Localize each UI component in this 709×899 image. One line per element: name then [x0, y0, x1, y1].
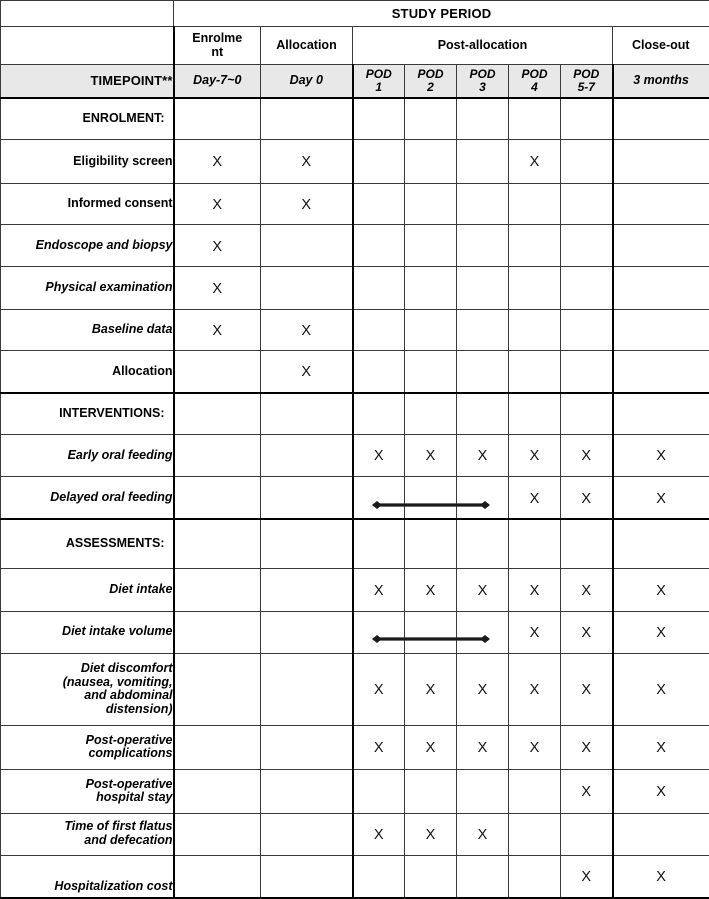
x-mark: X: [373, 582, 384, 599]
x-mark: X: [529, 448, 540, 465]
schedule-cell-empty: [561, 225, 613, 267]
schedule-cell-empty: [509, 183, 561, 224]
column-group-header: Close-out: [613, 27, 709, 64]
schedule-cell-empty: [353, 183, 405, 224]
schedule-cell-empty: [353, 309, 405, 350]
schedule-cell-marked: [457, 813, 509, 855]
timepoint-row-label: TIMEPOINT**: [1, 64, 174, 98]
schedule-cell-empty: [457, 855, 509, 898]
row-label: Allocation: [1, 351, 174, 393]
x-mark: X: [212, 154, 223, 171]
row-label: Hospitalization cost: [1, 855, 174, 898]
schedule-cell-marked: [561, 770, 613, 813]
schedule-cell-empty: [261, 477, 353, 519]
schedule-cell-empty: [405, 855, 457, 898]
schedule-cell-empty: [457, 611, 509, 653]
schedule-cell-marked: [509, 477, 561, 519]
schedule-cell-empty: [613, 140, 709, 183]
row-label: Diet intake volume: [1, 611, 174, 653]
schedule-cell-marked: [561, 435, 613, 477]
schedule-cell-empty: [261, 98, 353, 139]
schedule-cell-marked: [174, 183, 261, 224]
x-mark: X: [477, 826, 488, 843]
schedule-cell-empty: [457, 770, 509, 813]
section-title-interventions: INTERVENTIONS:: [1, 393, 174, 434]
schedule-cell-marked: [405, 435, 457, 477]
schedule-cell-marked: [613, 654, 709, 726]
schedule-cell-empty: [405, 611, 457, 653]
schedule-cell-marked: [509, 569, 561, 611]
schedule-cell-empty: [261, 654, 353, 726]
schedule-cell-empty: [613, 183, 709, 224]
schedule-cell-marked: [261, 140, 353, 183]
schedule-cell-marked: [457, 725, 509, 769]
schedule-cell-empty: [174, 654, 261, 726]
row-label: Diet intake: [1, 569, 174, 611]
schedule-cell-empty: [261, 225, 353, 267]
schedule-cell-empty: [457, 519, 509, 568]
x-mark: X: [581, 625, 592, 642]
schedule-cell-marked: [405, 569, 457, 611]
schedule-cell-empty: [613, 351, 709, 393]
schedule-cell-empty: [405, 98, 457, 139]
schedule-cell-empty: [561, 813, 613, 855]
schedule-cell-empty: [509, 770, 561, 813]
x-mark: X: [529, 625, 540, 642]
schedule-cell-marked: [405, 725, 457, 769]
x-mark: X: [212, 322, 223, 339]
section-title-enrolment: ENROLMENT:: [1, 98, 174, 139]
row-label: Early oral feeding: [1, 435, 174, 477]
timepoint-header-5: POD 3: [457, 64, 509, 98]
x-mark: X: [656, 740, 666, 757]
x-mark: X: [656, 490, 666, 507]
timepoint-header-8: 3 months: [613, 64, 709, 98]
schedule-cell-empty: [174, 813, 261, 855]
x-mark: X: [581, 740, 592, 757]
schedule-cell-empty: [509, 351, 561, 393]
schedule-cell-empty: [405, 267, 457, 309]
schedule-cell-marked: [613, 725, 709, 769]
schedule-cell-marked: [457, 435, 509, 477]
schedule-cell-marked: [353, 569, 405, 611]
schedule-cell-empty: [457, 477, 509, 519]
schedule-cell-empty: [261, 393, 353, 434]
schedule-cell-marked: [261, 183, 353, 224]
schedule-cell-marked: [509, 611, 561, 653]
schedule-cell-marked: [353, 725, 405, 769]
schedule-cell-empty: [457, 309, 509, 350]
schedule-cell-empty: [457, 98, 509, 139]
schedule-cell-empty: [353, 855, 405, 898]
schedule-cell-empty: [405, 770, 457, 813]
schedule-cell-empty: [353, 393, 405, 434]
x-mark: X: [656, 869, 666, 886]
schedule-cell-empty: [353, 140, 405, 183]
schedule-cell-marked: [174, 225, 261, 267]
schedule-cell-marked: [561, 477, 613, 519]
schedule-cell-empty: [509, 813, 561, 855]
schedule-cell-empty: [405, 225, 457, 267]
schedule-cell-empty: [174, 611, 261, 653]
x-mark: X: [425, 582, 436, 599]
schedule-cell-empty: [353, 267, 405, 309]
schedule-cell-marked: [261, 351, 353, 393]
schedule-cell-empty: [261, 435, 353, 477]
schedule-cell-empty: [613, 225, 709, 267]
x-mark: X: [656, 625, 666, 642]
schedule-cell-empty: [509, 225, 561, 267]
schedule-cell-marked: [509, 725, 561, 769]
schedule-cell-empty: [174, 855, 261, 898]
schedule-cell-empty: [353, 225, 405, 267]
schedule-cell-marked: [353, 654, 405, 726]
x-mark: X: [477, 582, 488, 599]
schedule-cell-empty: [613, 98, 709, 139]
x-mark: X: [373, 740, 384, 757]
x-mark: X: [212, 196, 223, 213]
schedule-cell-marked: [353, 813, 405, 855]
row-label: Post-operative hospital stay: [1, 770, 174, 813]
schedule-cell-marked: [174, 267, 261, 309]
schedule-cell-marked: [353, 435, 405, 477]
schedule-cell-empty: [561, 98, 613, 139]
x-mark: X: [581, 582, 592, 599]
timepoint-header-2: Day 0: [261, 64, 353, 98]
x-mark: X: [581, 869, 592, 886]
x-mark: X: [425, 826, 436, 843]
row-label: Post-operative complications: [1, 725, 174, 769]
schedule-cell-empty: [174, 725, 261, 769]
schedule-cell-marked: [174, 309, 261, 350]
schedule-cell-empty: [261, 611, 353, 653]
schedule-cell-empty: [353, 98, 405, 139]
schedule-cell-empty: [509, 855, 561, 898]
x-mark: X: [212, 238, 223, 255]
schedule-cell-marked: [561, 725, 613, 769]
schedule-cell-marked: [509, 140, 561, 183]
x-mark: X: [656, 448, 666, 465]
schedule-cell-empty: [509, 309, 561, 350]
x-mark: X: [301, 154, 312, 171]
schedule-cell-empty: [561, 183, 613, 224]
schedule-cell-empty: [561, 267, 613, 309]
schedule-cell-marked: [405, 654, 457, 726]
schedule-cell-empty: [353, 770, 405, 813]
x-mark: X: [373, 448, 384, 465]
schedule-cell-empty: [174, 519, 261, 568]
x-mark: X: [529, 682, 540, 699]
schedule-cell-marked: [261, 309, 353, 350]
x-mark: X: [581, 784, 592, 801]
schedule-cell-empty: [457, 140, 509, 183]
schedule-cell-marked: [561, 611, 613, 653]
schedule-cell-empty: [561, 351, 613, 393]
x-mark: X: [373, 826, 384, 843]
schedule-cell-empty: [457, 183, 509, 224]
schedule-cell-empty: [457, 393, 509, 434]
row-label: Eligibility screen: [1, 140, 174, 183]
x-mark: X: [656, 784, 666, 801]
schedule-cell-marked: [613, 569, 709, 611]
x-mark: X: [581, 490, 592, 507]
schedule-cell-empty: [613, 519, 709, 568]
column-group-header: Post-allocation: [353, 27, 613, 64]
schedule-cell-marked: [457, 569, 509, 611]
schedule-cell-empty: [405, 393, 457, 434]
column-group-header: Allocation: [261, 27, 353, 64]
x-mark: X: [529, 154, 540, 171]
schedule-cell-empty: [174, 770, 261, 813]
schedule-cell-empty: [405, 351, 457, 393]
schedule-cell-marked: [405, 813, 457, 855]
schedule-cell-empty: [405, 140, 457, 183]
schedule-cell-empty: [353, 351, 405, 393]
schedule-cell-marked: [613, 435, 709, 477]
schedule-cell-marked: [561, 855, 613, 898]
schedule-cell-empty: [261, 569, 353, 611]
study-period-header: STUDY PERIOD: [174, 1, 709, 27]
schedule-cell-empty: [405, 477, 457, 519]
schedule-cell-empty: [509, 98, 561, 139]
x-mark: X: [301, 364, 312, 381]
schedule-cell-empty: [457, 351, 509, 393]
schedule-cell-marked: [509, 654, 561, 726]
header-group-blank: [1, 27, 174, 64]
x-mark: X: [301, 196, 312, 213]
schedule-cell-empty: [261, 725, 353, 769]
schedule-cell-empty: [174, 569, 261, 611]
timepoint-header-6: POD 4: [509, 64, 561, 98]
x-mark: X: [477, 740, 488, 757]
schedule-cell-empty: [261, 770, 353, 813]
schedule-cell-empty: [174, 477, 261, 519]
schedule-cell-empty: [261, 267, 353, 309]
schedule-cell-empty: [405, 519, 457, 568]
schedule-cell-marked: [613, 770, 709, 813]
schedule-cell-empty: [174, 98, 261, 139]
row-label: Physical examination: [1, 267, 174, 309]
schedule-cell-empty: [261, 813, 353, 855]
schedule-cell-empty: [457, 267, 509, 309]
x-mark: X: [529, 740, 540, 757]
schedule-cell-empty: [561, 393, 613, 434]
schedule-cell-empty: [509, 393, 561, 434]
schedule-cell-marked: [613, 477, 709, 519]
schedule-cell-empty: [613, 267, 709, 309]
x-mark: X: [477, 448, 488, 465]
x-mark: X: [212, 280, 223, 297]
row-label: Diet discomfort (nausea, vomiting, and abdominal distension): [1, 654, 174, 726]
section-title-assessments: ASSESSMENTS:: [1, 519, 174, 568]
x-mark: X: [529, 582, 540, 599]
schedule-cell-marked: [613, 611, 709, 653]
x-mark: X: [656, 682, 666, 699]
column-group-header: Enrolme nt: [174, 27, 261, 64]
row-label: Endoscope and biopsy: [1, 225, 174, 267]
x-mark: X: [425, 682, 436, 699]
schedule-cell-empty: [261, 855, 353, 898]
row-label: Delayed oral feeding: [1, 477, 174, 519]
schedule-cell-empty: [561, 140, 613, 183]
schedule-cell-marked: [174, 140, 261, 183]
timepoint-header-1: Day-7~0: [174, 64, 261, 98]
schedule-cell-empty: [405, 309, 457, 350]
timepoint-header-7: POD 5-7: [561, 64, 613, 98]
schedule-cell-empty: [174, 351, 261, 393]
schedule-cell-empty: [405, 183, 457, 224]
schedule-cell-marked: [509, 435, 561, 477]
schedule-cell-empty: [561, 309, 613, 350]
x-mark: X: [425, 448, 436, 465]
schedule-cell-empty: [509, 267, 561, 309]
x-mark: X: [529, 490, 540, 507]
row-label: Baseline data: [1, 309, 174, 350]
schedule-cell-empty: [561, 519, 613, 568]
timepoint-header-4: POD 2: [405, 64, 457, 98]
schedule-cell-marked: [457, 654, 509, 726]
schedule-cell-empty: [613, 309, 709, 350]
schedule-cell-empty: [174, 435, 261, 477]
x-mark: X: [581, 448, 592, 465]
row-label: Time of first flatus and defecation: [1, 813, 174, 855]
schedule-cell-empty: [174, 393, 261, 434]
x-mark: X: [656, 582, 666, 599]
schedule-cell-span-start: [353, 611, 405, 653]
row-label: Informed consent: [1, 183, 174, 224]
schedule-cell-empty: [353, 519, 405, 568]
schedule-cell-empty: [261, 519, 353, 568]
schedule-cell-empty: [613, 813, 709, 855]
schedule-cell-marked: [613, 855, 709, 898]
schedule-cell-span-start: [353, 477, 405, 519]
schedule-cell-marked: [561, 569, 613, 611]
schedule-cell-marked: [561, 654, 613, 726]
x-mark: X: [373, 682, 384, 699]
x-mark: X: [477, 682, 488, 699]
x-mark: X: [425, 740, 436, 757]
x-mark: X: [581, 682, 592, 699]
x-mark: X: [301, 322, 312, 339]
schedule-cell-empty: [613, 393, 709, 434]
schedule-cell-empty: [457, 225, 509, 267]
header-corner-blank: [1, 1, 174, 27]
schedule-cell-empty: [509, 519, 561, 568]
timepoint-header-3: POD 1: [353, 64, 405, 98]
